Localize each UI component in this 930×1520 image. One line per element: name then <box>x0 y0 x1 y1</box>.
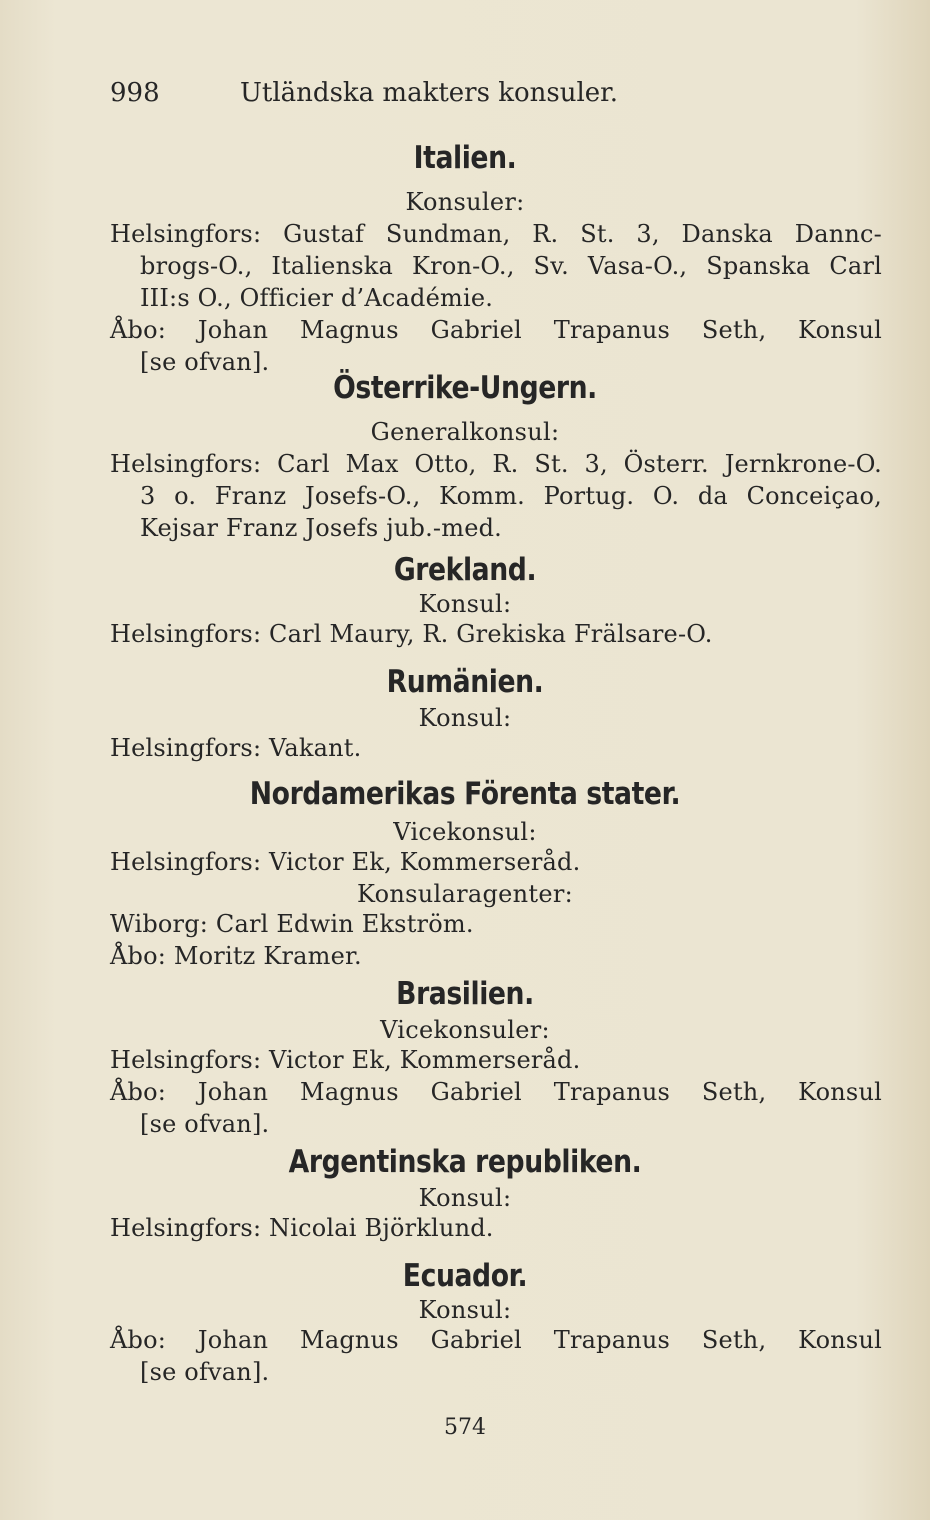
section-subheading: Konsularagenter: <box>357 880 573 908</box>
entry-line: Wiborg: Carl Edwin Ekström. <box>110 910 474 938</box>
entry-line: brogs-O., Italienska Kron-O., Sv. Vasa-O., Spanska Carl <box>140 252 882 280</box>
entry-line: Helsingfors: Nicolai Björklund. <box>110 1214 494 1242</box>
section-heading: Brasilien. <box>396 976 534 1012</box>
section-subheading: Konsul: <box>418 590 512 618</box>
section-heading: Argentinska republiken. <box>288 1144 642 1180</box>
section-subheading: Vicekonsuler: <box>380 1016 550 1044</box>
entry-line: Helsingfors: Carl Maury, R. Grekiska Frälsare-O. <box>110 620 713 648</box>
section-subheading: Konsul: <box>418 704 512 732</box>
section-heading: Österrike-Ungern. <box>333 370 597 406</box>
entry-line: Helsingfors: Vakant. <box>110 734 362 762</box>
section-subheading: Generalkonsul: <box>370 418 560 446</box>
entry-line: [se ofvan]. <box>140 1110 270 1138</box>
entry-line: [se ofvan]. <box>140 1358 270 1386</box>
section-subheading: Vicekonsul: <box>393 818 537 846</box>
entry-line: Kejsar Franz Josefs jub.-med. <box>140 514 502 542</box>
entry-line: Helsingfors: Carl Max Otto, R. St. 3, Österr. Jernkrone-O. <box>110 450 882 478</box>
header-page-number: 998 <box>110 78 160 108</box>
section-subheading: Konsul: <box>418 1184 512 1212</box>
section-heading: Grekland. <box>393 552 537 588</box>
entry-line: III:s O., Officier d’Académie. <box>140 284 494 312</box>
running-header <box>110 78 882 108</box>
entry-line: Helsingfors: Victor Ek, Kommerseråd. <box>110 848 581 876</box>
section-heading: Rumänien. <box>386 664 544 700</box>
section-subheading: Konsuler: <box>405 188 525 216</box>
entry-line: 3 o. Franz Josefs-O., Komm. Portug. O. da Conceiçao, <box>140 482 882 510</box>
entry-line: Åbo: Moritz Kramer. <box>110 942 362 970</box>
entry-line: [se ofvan]. <box>140 348 270 376</box>
entry-line: Helsingfors: Gustaf Sundman, R. St. 3, Danska Dannc- <box>110 220 882 248</box>
section-heading: Ecuador. <box>402 1258 528 1294</box>
section-subheading: Konsul: <box>418 1296 512 1324</box>
section-heading: Nordamerikas Förenta stater. <box>249 776 681 812</box>
entry-line: Åbo: Johan Magnus Gabriel Trapanus Seth, Konsul <box>110 316 882 344</box>
section-heading: Italien. <box>413 140 517 176</box>
entry-line: Helsingfors: Victor Ek, Kommerseråd. <box>110 1046 581 1074</box>
entry-line: Åbo: Johan Magnus Gabriel Trapanus Seth, Konsul <box>110 1326 882 1354</box>
entry-line: Åbo: Johan Magnus Gabriel Trapanus Seth, Konsul <box>110 1078 882 1106</box>
footer-page-number: 574 <box>444 1415 486 1440</box>
header-title: Utländska makters konsuler. <box>240 78 618 108</box>
